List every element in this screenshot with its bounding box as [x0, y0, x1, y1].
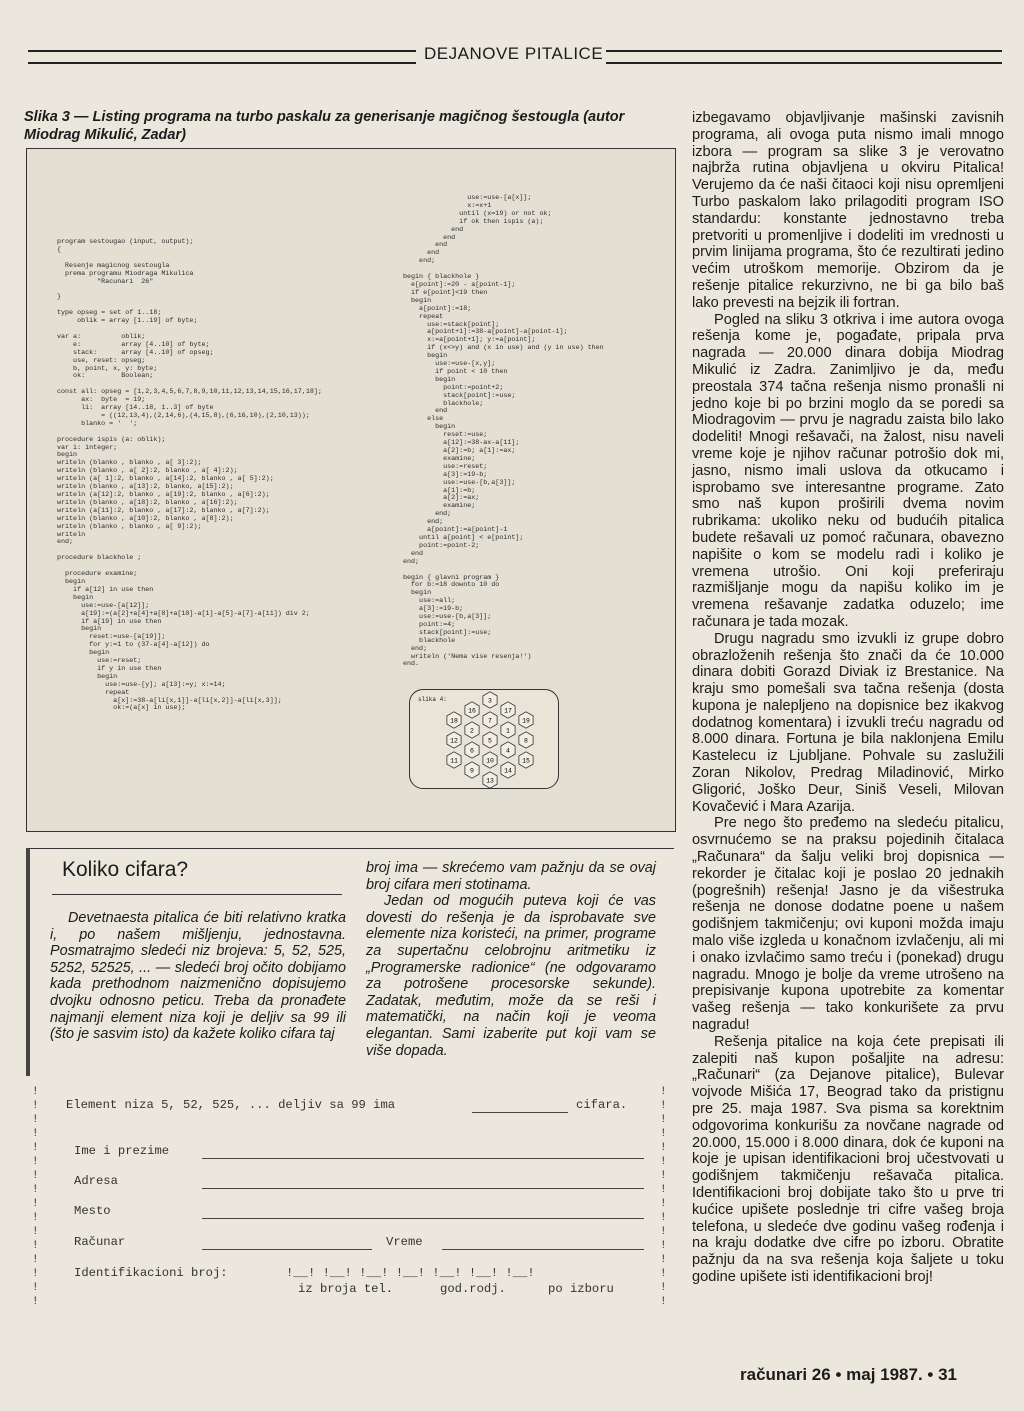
- paragraph: Pogled na sliku 3 otkriva i ime autora ovoga rešenja kome je, pogađate, pripala prva nagrada — 20.000 dinara dobija Miodrag Mikulić iz Zadra. Zanimljivo je da, među preostala 374 tačna rešenja nismo pronašli ni jedno koje bi po brzini moglo da se poredi sa Miodragovim — prvu je nagradu zaista bilo lako dodeliti! Mnogi rešavači, na žalost, nisu naveli vreme koje je njihov računar potrošio dok mi, jasno, nismo imali uslova da otkucamo i isprobamo sve interesantne programe. Zato smo naš kupon proširili dvema novim rubrikama: ukoliko neku od budućih pitalica budete rešavali uz pomoć računara, obavezno napišite o kom se modelu radi i koliko je vremena utrošio. Oni koji preferiraju razmišljanje mogu da napišu koliko im je vremena rešavanje zadatka oduzelo; ime računara je tada mozak.: [692, 311, 1004, 630]
- coupon-border-mark: !: [660, 1142, 667, 1154]
- coupon-border-mark: !: [32, 1254, 39, 1266]
- hexagon-number: 14: [504, 767, 512, 775]
- section-title: DEJANOVE PITALICE: [424, 44, 604, 63]
- coupon-border-mark: !: [32, 1212, 39, 1224]
- program-listing: [26, 148, 676, 832]
- coupon-border-mark: !: [660, 1114, 667, 1126]
- coupon-border-mark: !: [32, 1240, 39, 1252]
- coupon-border-mark: !: [660, 1156, 667, 1168]
- puzzle-title-rule: [52, 894, 342, 895]
- listing-column-right: use:=use-[a[x]]; x:=x+1 until (x=19) or not ok; if ok then ispis (a); end end end end end; begin { blackhole } e[point]:=20 - a[point-1]; if e[point]<19 then begin a[point]:=18; repeat use:=stack[point]; a[point+1]:=38-a[point]-a[point-1]; x:=a[point+1]; y:=a[point]; if (x<>y) and (x in use) and (y in use) then begin use:=use-[x,y]; if point < 10 then begin point:=point+2; stack[point]:=use; blackhole; end else begin reset:=use; a[12]:=38-ax-a[11]; a[2]:=b; a[1]:=ax; examine; use:=reset; a[3]:=19-b; use:=use-[b,a[3]]; a[1]:=b; a[2]:=ax; examine; end; end; a[point]:=a[point]-1 until a[point] < e[point]; point:=point-2; end end; begin { glavni program } for b:=18 downto 10 do begin use:=all; a[3]:=19-b; use:=use-[b,a[3]]; point:=4; stack[point]:=use; blackhole end; writeln ('Nema vise resenja!') end.: [403, 194, 604, 669]
- coupon-border-mark: !: [32, 1170, 39, 1182]
- coupon-border-mark: !: [660, 1212, 667, 1224]
- coupon-border-mark: !: [660, 1282, 667, 1294]
- city-label: Mesto: [74, 1204, 111, 1218]
- time-label: Vreme: [386, 1235, 423, 1249]
- hexagon-number: 19: [522, 717, 530, 725]
- computer-field[interactable]: [202, 1249, 372, 1250]
- hexagon-number: 9: [470, 767, 474, 775]
- page-header: [0, 42, 1024, 72]
- paragraph: broj ima — skrećemo vam pažnju da se ovaj broj cifara meri stotinama.: [366, 860, 656, 893]
- coupon-border-mark: !: [32, 1198, 39, 1210]
- coupon-border-mark: !: [660, 1268, 667, 1280]
- coupon-border-mark: !: [32, 1128, 39, 1140]
- id-sublabel-year: god.rodj.: [440, 1282, 506, 1296]
- coupon-border-mark: !: [32, 1156, 39, 1168]
- paragraph: Jedan od mogućih puteva koji će vas dovesti do rešenja je da isprobavate sve elemente niza koristeći, na primer, programe za supertačnu celobrojnu aritmetiku iz „Programerske radionice“ (ne odgovaramo za potrošene procesorske sekunde). Zadatak, međutim, može da se reši i matematički, na način koji je veoma elegantan. Sami izaberite put koji vam se više dopada.: [366, 893, 656, 1059]
- coupon-border-mark: !: [660, 1100, 667, 1112]
- coupon-unit: cifara.: [576, 1098, 628, 1112]
- coupon-border-mark: !: [32, 1226, 39, 1238]
- coupon-border-mark: !: [660, 1128, 667, 1140]
- answer-line[interactable]: [472, 1112, 568, 1113]
- hexagon-number: 6: [470, 747, 474, 755]
- coupon-border-mark: !: [660, 1254, 667, 1266]
- address-label: Adresa: [74, 1174, 118, 1188]
- hexagon-number: 17: [504, 707, 512, 715]
- coupon-border-mark: !: [32, 1296, 39, 1308]
- paragraph: izbegavamo objavljivanje mašinski zavisnih programa, ali ovoga puta nismo imali mnogo izbora — program sa slike 3 je verovatno najbrža rutina objavljena u okviru Pitalica! Verujemo da će naši čitaoci koji nisu opremljeni Turbo paskalom lako prilagoditi program ISO standardu: konstante jednostavno treba pretvoriti u promenljive i dodeliti im vrednosti u prvim linijama programa, što će rezultirati jedino većim utroškom memorije. Obzirom da je rešenje pitalice rekurzivno, ne bi ga bilo baš lako prevesti na bejzik ili fortran.: [692, 110, 1004, 311]
- coupon-border-mark: !: [660, 1240, 667, 1252]
- hexagon-figure: [409, 689, 559, 789]
- coupon-border-mark: !: [32, 1282, 39, 1294]
- paragraph: Devetnaesta pitalica će biti relativno kratka i, po našem mišljenju, jednostavna. Posmatrajmo sledeći niz brojeva: 5, 52, 525, 5252, 52525, ... — sledeći broj očito dobijamo kada prethodnom naizmenično dopisujemo dvojku odnosno peticu. Treba da pronađete najmanji element niza koji je deljiv sa 99 ili (što je sasvim isto) da kažete koliko cifara taj: [50, 910, 346, 1043]
- page-footer: računari 26 • maj 1987. • 31: [740, 1365, 957, 1384]
- paragraph: Pre nego što pređemo na sledeću pitalicu, osvrnućemo se na praksu pojedinih čitalaca „Računara“ da šalju veliki broj dopisnica — rekorder je čitalac koji je poslao 20 jednakih (pogrešnih) rešenja! Jasno je da višestruka rešenja ne donose dodatne poene u našem godišnjem takmičenju; ovi kuponi možda imaju malo više izgleda u konačnom izvlačenju, ali mi i onako izvlačimo samo treću i (ponekad) drugu nagradu. Mnogo je bolje da vreme utrošeno na prepisivanje kupona upotrebite za komentar vašeg rešenja — tako konkurišete za prvu nagradu!: [692, 815, 1004, 1034]
- paragraph: Drugu nagradu smo izvukli iz grupe dobro obrazloženih rešenja što znači da će 10.000 dinara dobiti Gorazd Diviak iz Brestanice. Na kraju smo pomešali sva tačna rešenja (dosta kupona je nalepljeno na dopisnice bez ikakvog dodatnog komentara) i izvukli treću nagradu od 8.000 dinara. Fortuna je bila naklonjena Emilu Kastelecu iz Ljubljane. Pohvale su zaslužili Zoran Nikolov, Predrag Miladinović, Mirko Gligorić, Joško Deur, Siniš Veseli, Milovan Kovačević i Mara Azarija.: [692, 630, 1004, 815]
- puzzle-text-col1: [50, 910, 346, 1043]
- id-boxes[interactable]: !__! !__! !__! !__! !__! !__! !__!: [286, 1266, 535, 1280]
- hexagon-number: 10: [486, 757, 494, 765]
- header-rule-left: [28, 50, 416, 64]
- paragraph: Rešenja pitalice na koja ćete prepisati ili zalepiti naš kupon pošaljite na adresu: „Računari“ (za Dejanove pitalice), Bulevar vojvode Mišića 17, Beograd tako da pristignu pre 25. maja 1987. Sva pisma sa korektnim odgovorima konkurišu za novčane nagrade od 20.000, 15.000 i 8.000 dinara, dok će kuponi na koje je upisan identifikacioni broj učestvovati u godišnjem takmičenju rešavača pitalica. Identifikacioni broj dobijate tako što u prve tri kućice upišete poslednje tri cifre vašeg broja telefona, u sledeće dve godinu vašeg rođenja i na kraju dodatke dve cifre po izboru. Obratite pažnju da na sva rešenja koja šaljete u toku godine upišete isti identifikacioni broj!: [692, 1033, 1004, 1285]
- puzzle-box-bar: [26, 848, 30, 1076]
- hexagon-number: 16: [468, 707, 476, 715]
- id-sublabel-tel: iz broja tel.: [298, 1282, 394, 1296]
- listing-column-left: program sestougao (input, output); { Resenje magicnog sestougla prema programu Miodraga Mikulica "Racunari 26" } type opseg = set of 1..18; oblik = array [1..19] of byte; var a: oblik; e: array [4..10] of byte; stack: array [4..10] of opseg; use, reset: opseg; b, point, x, y: byte; ok: Boolean; const all: opseg = [1,2,3,4,5,6,7,8,9,10,11,12,13,14,15,16,17,18]; ax: byte = 19; li: array [14..18, 1..3] of byte = ((12,13,4),(2,14,6),(4,15,8),(6,16,10),(2,10,13)); blanko = ' '; procedure ispis (a: oblik); var i: integer; begin writeln (blanko , blanko , a[ 3]:2); writeln (blanko , a[ 2]:2, blanko , a[ 4]:2); writeln (a[ 1]:2, blanko , a[14]:2, blanko , a[ 5]:2); writeln (blanko , a[13]:2, blanko, a[15]:2); writeln (a[12]:2, blanko , a[19]:2, blanko , a[6]:2); writeln (blanko , a[18]:2, blanko , a[16]:2); writeln (a[11]:2, blanko , a[17]:2, blanko , a[7]:2); writeln (blanko , a[10]:2, blanko , a[8]:2); writeln (blanko , blanko , a[ 9]:2); writeln end; procedure blackhole ; procedure examine; begin if a[12] in use then begin use:=use-[a[12]]; a[19]:=(a[2]+a[4]+a[8]+a[10]-a[1]-a[5]-a[7]-a[11]) div 2; if a[19] in use then begin reset:=use-[a[19]]; for y:=1 to (37-a[4]-a[12]) do begin use:=reset; if y in use then begin use:=use-[y]; a[13]:=y; x:=14; repeat a[x]:=38-a[li[x,1]]-a[li[x,2]]-a[li[x,3]]; ok:=(a[x] in use);: [57, 238, 322, 713]
- address-field[interactable]: [202, 1188, 644, 1189]
- computer-label: Računar: [74, 1235, 126, 1249]
- hexagon-number: 5: [488, 737, 492, 745]
- hexagon-number: 8: [524, 737, 528, 745]
- hexagon-number: 1: [506, 727, 510, 735]
- figure-label: slika 4:: [418, 696, 447, 703]
- coupon-border-mark: !: [660, 1296, 667, 1308]
- hexagon-number: 3: [488, 697, 492, 705]
- coupon-border-mark: !: [660, 1184, 667, 1196]
- coupon-border-mark: !: [660, 1086, 667, 1098]
- coupon-border-mark: !: [32, 1114, 39, 1126]
- hexagon-number: 15: [522, 757, 530, 765]
- hexagon-number: 12: [450, 737, 458, 745]
- coupon-border-mark: !: [660, 1170, 667, 1182]
- hexagon-number: 11: [450, 757, 458, 765]
- coupon-border-mark: !: [32, 1142, 39, 1154]
- hexagon-number: 4: [506, 747, 510, 755]
- figure-caption: Slika 3 — Listing programa na turbo paskalu za generisanje magičnog šestougla (autor Miodrag Mikulić, Zadar): [24, 109, 625, 143]
- id-label: Identifikacioni broj:: [74, 1266, 228, 1280]
- coupon-border-mark: !: [32, 1268, 39, 1280]
- puzzle-title: Koliko cifara?: [62, 858, 189, 881]
- hexagon-number: 18: [450, 717, 458, 725]
- name-label: Ime i prezime: [74, 1144, 170, 1158]
- coupon-border-mark: !: [32, 1086, 39, 1098]
- coupon-border-mark: !: [660, 1198, 667, 1210]
- hexagon-number: 13: [486, 777, 494, 785]
- coupon-border-mark: !: [32, 1184, 39, 1196]
- hexagon-number: 2: [470, 727, 474, 735]
- header-rule-right: [606, 50, 1002, 64]
- name-field[interactable]: [202, 1158, 644, 1159]
- hexagon-number: 7: [488, 717, 492, 725]
- coupon-border-mark: !: [32, 1100, 39, 1112]
- hexagon-grid: [410, 690, 558, 788]
- city-field[interactable]: [202, 1218, 644, 1219]
- coupon-border-mark: !: [660, 1226, 667, 1238]
- article-text: [692, 110, 1004, 1286]
- entry-coupon: [32, 1082, 672, 1312]
- time-field[interactable]: [442, 1249, 644, 1250]
- coupon-question: Element niza 5, 52, 525, ... deljiv sa 99 ima: [66, 1098, 396, 1112]
- id-sublabel-choice: po izboru: [548, 1282, 614, 1296]
- puzzle-text-col2: [366, 860, 656, 1059]
